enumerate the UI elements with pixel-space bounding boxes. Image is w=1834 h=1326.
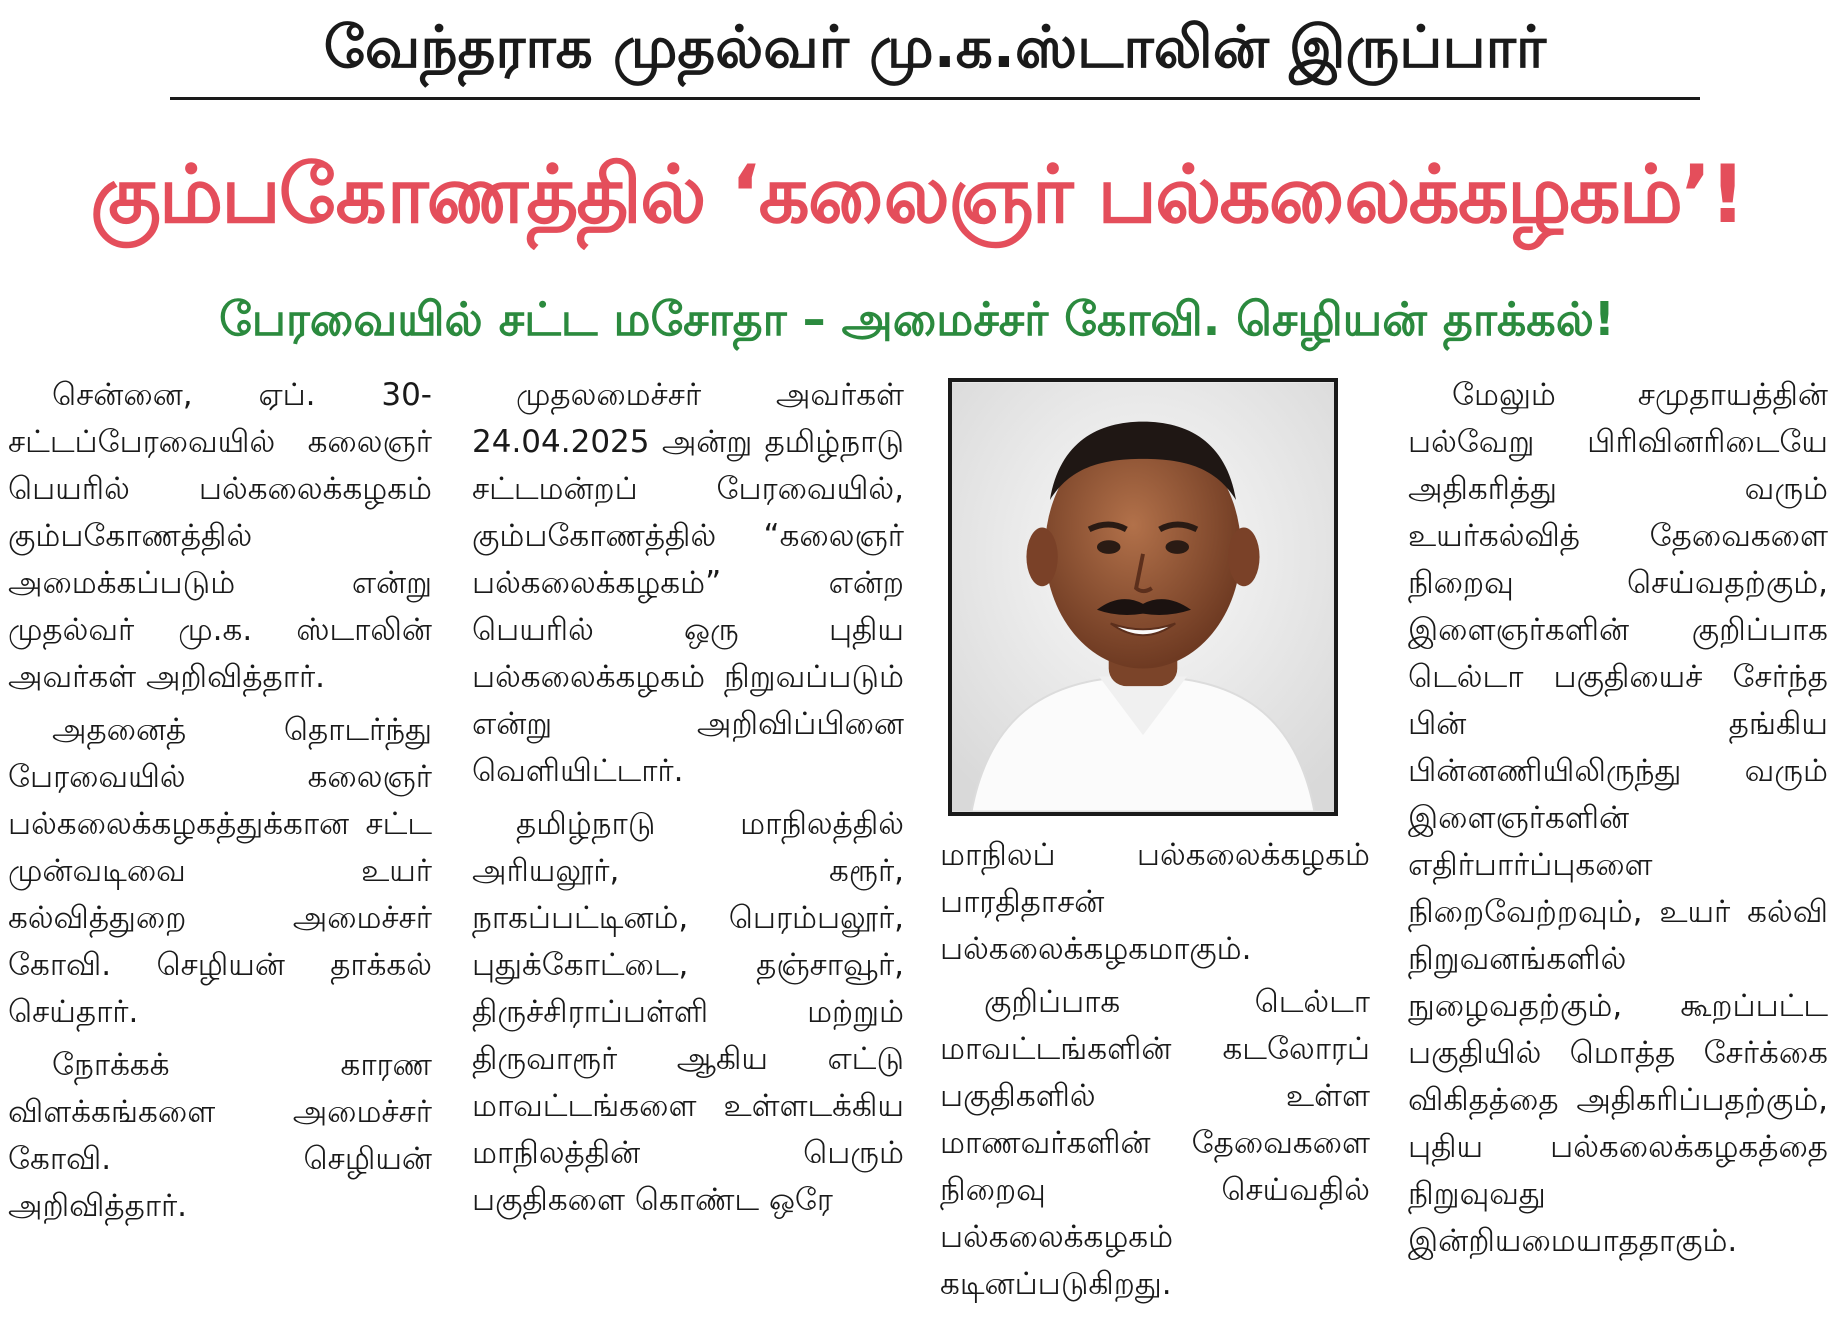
article-column-2: [472, 372, 904, 1322]
paragraph: முதலமைச்சர் அவர்கள் 24.04.2025 அன்று தமிழ்நாடு சட்டமன்றப் பேரவையில், கும்பகோணத்தில் “கலைஞர் பல்கலைக்கழகம்” என்ற பெயரில் ஒரு புதிய பல்கலைக்கழகம் நிறுவப்படும் என்று அறிவிப்பினை வெளியிட்டார்.: [472, 377, 904, 789]
paragraph: மேலும் சமுதாயத்தின் பல்வேறு பிரிவினரிடையே அதிகரித்து வரும் உயர்கல்வித் தேவைகளை நிறைவு செய்வதற்கும், இளைஞர்களின் குறிப்பாக டெல்டா பகுதியைச் சேர்ந்த பின் தங்கிய பின்னணியிலிருந்து வரும் இளைஞர்களின் எதிர்பார்ப்புகளை நிறைவேற்றவும், உயர் கல்வி நிறுவனங்களில் நுழைவதற்கும், கூறப்பட்ட பகுதியில் மொத்த சேர்க்கை விகிதத்தை அதிகரிப்பதற்கும், புதிய பல்கலைக்கழகத்தை நிறுவுவது இன்றியமையாததாகும்.: [1408, 377, 1828, 1259]
paragraph: சென்னை, ஏப். 30- சட்டப்பேரவையில் கலைஞர் பெயரில் பல்கலைக்கழகம் கும்பகோணத்தில் அமைக்கப்படும் என்று முதல்வர் மு.க. ஸ்டாலின் அவர்கள் அறிவித்தார்.: [8, 377, 432, 695]
article-column-3: [940, 372, 1370, 1322]
article-column-1: [8, 372, 432, 1322]
sub-headline: பேரவையில் சட்ட மசோதா – அமைச்சர் கோவி. செழியன் தாக்கல்!: [219, 292, 1615, 346]
kicker-headline: வேந்தராக முதல்வர் மு.க.ஸ்டாலின் இருப்பார்: [170, 0, 1700, 100]
main-headline: கும்பகோணத்தில் ‘கலைஞர் பல்கலைக்கழகம்’!: [90, 148, 1744, 241]
paragraph: மாநிலப் பல்கலைக்கழகம் பாரதிதாசன் பல்கலைக்கழகமாகும்.: [940, 837, 1370, 967]
column-3-text: [940, 832, 1370, 1314]
paragraph: குறிப்பாக டெல்டா மாவட்டங்களின் கடலோரப் பகுதிகளில் உள்ள மாணவர்களின் தேவைகளை நிறைவு செய்வதில் பல்கலைக்கழகம் கடினப்படுகிறது.: [940, 984, 1370, 1302]
article-column-4: [1408, 372, 1828, 1322]
paragraph: அதனைத் தொடர்ந்து பேரவையில் கலைஞர் பல்கலைக்கழகத்துக்கான சட்ட முன்வடிவை உயர் கல்வித்துறை அமைச்சர் கோவி. செழியன் தாக்கல் செய்தார்.: [8, 712, 432, 1030]
paragraph: தமிழ்நாடு மாநிலத்தில் அரியலூர், கரூர், நாகப்பட்டினம், பெரம்பலூர், புதுக்கோட்டை, தஞ்சாவூர், திருச்சிராப்பள்ளி மற்றும் திருவாரூர் ஆகிய எட்டு மாவட்டங்களை உள்ளடக்கிய மாநிலத்தின் பெரும் பகுதிகளை கொண்ட ஒரே: [472, 806, 904, 1218]
paragraph: நோக்கக் காரண விளக்கங்களை அமைச்சர் கோவி. செழியன் அறிவித்தார்.: [8, 1047, 432, 1224]
